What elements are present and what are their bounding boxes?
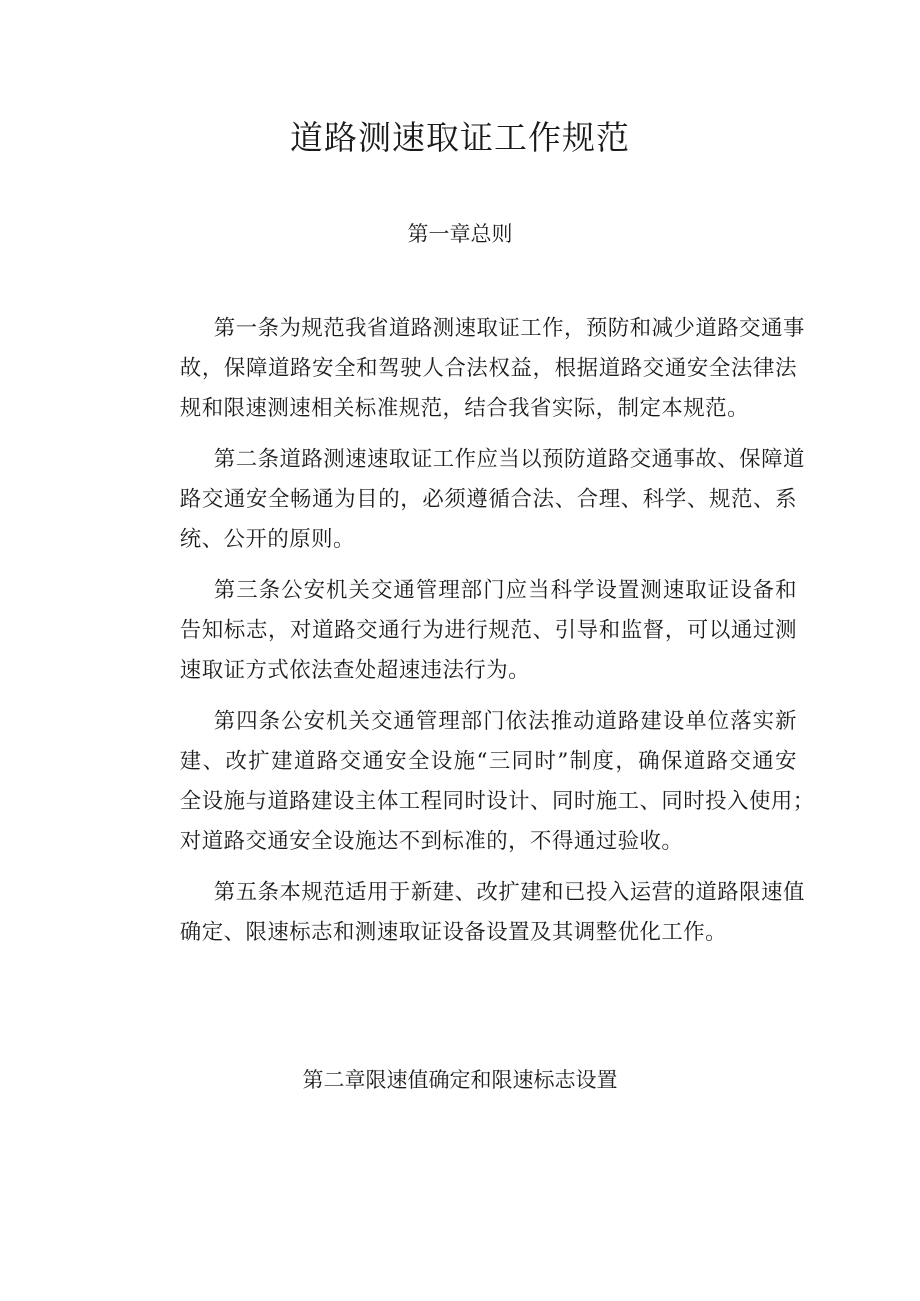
chapter-2-heading: 第二章限速值确定和限速标志设置: [302, 1068, 618, 1092]
article-3-line: 第三条公安机关交通管理部门应当科学设置测速取证设备和: [213, 578, 797, 603]
chapter-1-body: [137, 309, 815, 953]
article-4-line: 第四条公安机关交通管理部门依法推动道路建设单位落实新: [213, 709, 797, 734]
article-1-line: 故，保障道路安全和驾驶人合法权益，根据道路交通安全法律法: [179, 356, 797, 381]
article-1-line: 规和限速测速相关标准规范，结合我省实际，制定本规范。: [179, 396, 749, 421]
article-2-line: 路交通安全畅通为目的，必须遵循合法、合理、科学、规范、系: [179, 487, 797, 512]
article-2-line: 第二条道路测速速取证工作应当以预防道路交通事故、保障道: [213, 447, 805, 472]
article-4-line: 全设施与道路建设主体工程同时设计、同时施工、同时投入使用；: [179, 789, 815, 814]
article-3-line: 告知标志，对道路交通行为进行规范、引导和监督，可以通过测: [179, 618, 797, 643]
article-4-line: 对道路交通安全设施达不到标准的，不得通过验收。: [179, 829, 684, 854]
document-title: 道路测速取证工作规范: [290, 118, 630, 157]
article-3-line: 速取证方式依法查处超速违法行为。: [179, 658, 531, 683]
article-5-line: 第五条本规范适用于新建、改扩建和已投入运营的道路限速值: [213, 880, 805, 905]
article-1: [137, 309, 805, 429]
article-3: [137, 571, 797, 691]
article-2-line: 统、公开的原则。: [179, 527, 355, 552]
article-4: [137, 702, 815, 862]
article-5: [137, 873, 805, 953]
article-2: [137, 440, 805, 560]
chapter-1-heading: 第一章总则: [407, 222, 513, 246]
article-5-line: 确定、限速标志和测速取证设备设置及其调整优化工作。: [179, 920, 728, 945]
article-1-line: 第一条为规范我省道路测速取证工作，预防和减少道路交通事: [213, 316, 805, 341]
article-4-line: 建、改扩建道路交通安全设施“三同时”制度，确保道路交通安: [179, 749, 797, 774]
